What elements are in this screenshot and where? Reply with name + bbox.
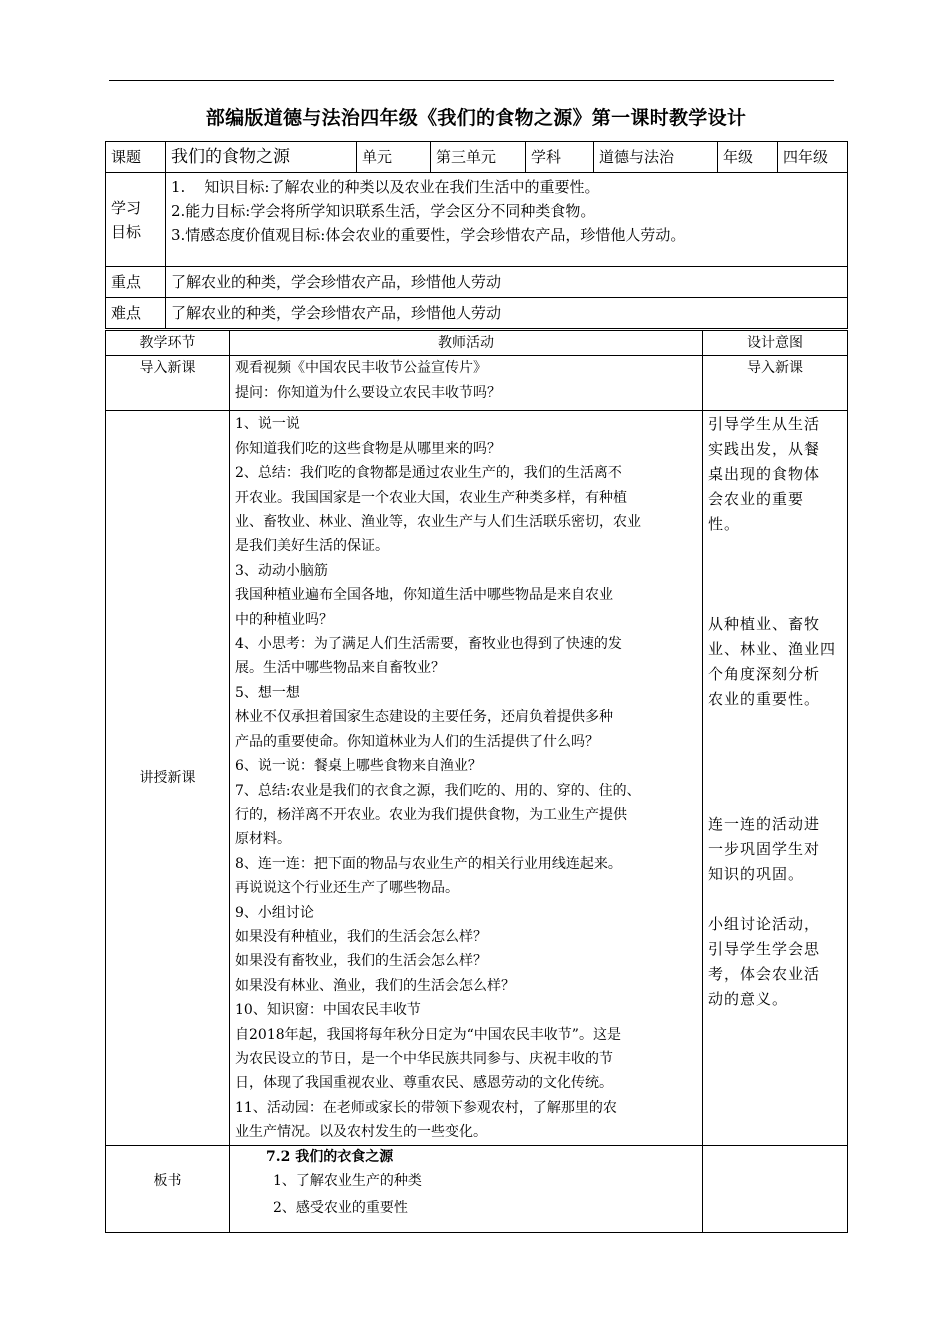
board-content [230, 1145, 703, 1232]
key-point-value: 了解农业的种类，学会珍惜农产品，珍惜他人劳动 [166, 267, 848, 298]
goal-item: 3.情感态度价值观目标:体会农业的重要性，学会珍惜农产品，珍惜他人劳动。 [171, 226, 686, 244]
activity-line: 如果没有林业、渔业，我们的生活会怎么样？ [235, 977, 515, 994]
activity-line: 3、动动小脑筋 [235, 562, 328, 579]
activity-line: 日，体现了我国重视农业、尊重农民、感恩劳动的文化传统。 [235, 1075, 613, 1092]
board-intent [703, 1145, 848, 1232]
activity-line: 如果没有种植业，我们的生活会怎么样？ [235, 928, 487, 945]
activity-line: 你知道我们吃的这些食物是从哪里来的吗？ [235, 440, 501, 457]
topic-value: 我们的食物之源 [166, 142, 357, 173]
activity-line: 5、想一想 [235, 684, 300, 701]
activity-line: 开农业。我国国家是一个农业大国，农业生产种类多样，有种植 [235, 489, 627, 506]
goals-label [106, 173, 166, 267]
teaching-process-table [105, 330, 848, 1233]
intent-line: 性。 [708, 515, 741, 534]
activity-line: 自2018年起，我国将每年秋分日定为“中国农民丰收节”。这是 [235, 1026, 621, 1043]
activity-line: 展。生活中哪些物品来自畜牧业？ [235, 660, 445, 677]
activity-line: 提问：你知道为什么要设立农民丰收节吗？ [235, 384, 501, 401]
goal-item: 1. 知识目标:了解农业的种类以及农业在我们生活中的重要性。 [171, 178, 600, 196]
activity-line: 1、说一说 [235, 416, 300, 433]
basic-info-table [105, 141, 848, 329]
activity-line: 中的种植业吗？ [235, 611, 333, 628]
intent-line: 会农业的重要 [708, 490, 805, 509]
goal-item: 2.能力目标:学会将所学知识联系生活，学会区分不同种类食物。 [171, 202, 596, 220]
header-rule [109, 80, 834, 81]
intent-line: 农业的重要性。 [708, 690, 821, 709]
activity-line: 2、总结：我们吃的食物都是通过农业生产的，我们的生活离不 [235, 465, 622, 482]
activity-line: 9、小组讨论 [235, 904, 314, 921]
header-stage: 教学环节 [106, 331, 230, 356]
activity-line: 产品的重要使命。你知道林业为人们的生活提供了什么吗？ [235, 733, 599, 750]
page-title: 部编版道德与法治四年级《我们的食物之源》第一课时教学设计 [205, 107, 747, 129]
goals-label-line: 目标 [111, 222, 142, 241]
activity-line: 7、总结:农业是我们的衣食之源，我们吃的、用的、穿的、住的、 [235, 782, 641, 799]
activity-line: 8、连一连：把下面的物品与农业生产的相关行业用线连起来。 [235, 855, 622, 872]
board-line: 2、感受农业的重要性 [273, 1199, 408, 1216]
board-stage: 板书 [106, 1145, 230, 1232]
activity-line: 6、说一说：餐桌上哪些食物来自渔业？ [235, 758, 482, 775]
unit-label: 单元 [357, 142, 431, 173]
activity-line: 再说说这个行业还生产了哪些物品。 [235, 880, 459, 897]
intent-line: 桌出现的食物体 [708, 465, 821, 484]
difficulty-label: 难点 [106, 298, 166, 329]
teach-intent [703, 411, 848, 1145]
intent-line: 个角度深刻分析 [708, 665, 821, 684]
topic-label: 课题 [106, 142, 166, 173]
unit-value: 第三单元 [431, 142, 526, 173]
intent-line: 业、林业、渔业四 [708, 640, 837, 659]
activity-line: 观看视频《中国农民丰收节公益宣传片》 [235, 360, 487, 377]
board-title: 7.2 我们的衣食之源 [266, 1148, 394, 1165]
goals-label-line: 学习 [111, 198, 142, 217]
header-activity: 教师活动 [230, 331, 703, 356]
activity-line: 如果没有畜牧业，我们的生活会怎么样？ [235, 953, 487, 970]
subject-value: 道德与法治 [594, 142, 718, 173]
activity-line: 行的，杨洋离不开农业。农业为我们提供食物，为工业生产提供 [235, 806, 627, 823]
teach-stage: 讲授新课 [106, 411, 230, 1145]
header-intent: 设计意图 [703, 331, 848, 356]
activity-line: 业、畜牧业、林业、渔业等，农业生产与人们生活联乐密切，农业 [235, 514, 641, 531]
goals-content [166, 173, 848, 267]
intent-line: 小组讨论活动， [708, 915, 821, 934]
activity-line: 10、知识窗：中国农民丰收节 [235, 1002, 421, 1019]
intent-line: 从种植业、畜牧 [708, 615, 821, 634]
intent-line: 知识的巩固。 [708, 865, 805, 884]
activity-line: 11、活动园：在老师或家长的带领下参观农村，了解那里的农 [235, 1099, 617, 1116]
activity-line: 为农民设立的节日，是一个中华民族共同参与、庆祝丰收的节 [235, 1050, 613, 1067]
subject-label: 学科 [526, 142, 594, 173]
intent-line: 动的意义。 [708, 990, 789, 1009]
intent-line: 引导学生从生活 [708, 415, 821, 434]
grade-value: 四年级 [778, 142, 848, 173]
intro-stage: 导入新课 [106, 356, 230, 411]
activity-line: 4、小思考：为了满足人们生活需要，畜牧业也得到了快速的发 [235, 636, 622, 653]
key-point-label: 重点 [106, 267, 166, 298]
teach-activity [230, 411, 703, 1145]
activity-line: 我国种植业遍布全国各地，你知道生活中哪些物品是来自农业 [235, 587, 613, 604]
grade-label: 年级 [718, 142, 778, 173]
activity-line: 原材料。 [235, 831, 291, 848]
intro-intent: 导入新课 [703, 356, 848, 411]
board-line: 1、了解农业生产的种类 [273, 1172, 422, 1189]
intent-line: 引导学生学会思 [708, 940, 821, 959]
difficulty-value: 了解农业的种类，学会珍惜农产品，珍惜他人劳动 [166, 298, 848, 329]
activity-line: 是我们美好生活的保证。 [235, 538, 389, 555]
intro-activity [230, 356, 703, 411]
intent-line: 一步巩固学生对 [708, 840, 821, 859]
intent-line: 考，体会农业活 [708, 965, 821, 984]
intent-line: 实践出发，从餐 [708, 440, 821, 459]
activity-line: 业生产情况。以及农村发生的一些变化。 [235, 1124, 487, 1141]
intent-line: 连一连的活动进 [708, 815, 821, 834]
activity-line: 林业不仅承担着国家生态建设的主要任务，还肩负着提供多种 [235, 709, 613, 726]
